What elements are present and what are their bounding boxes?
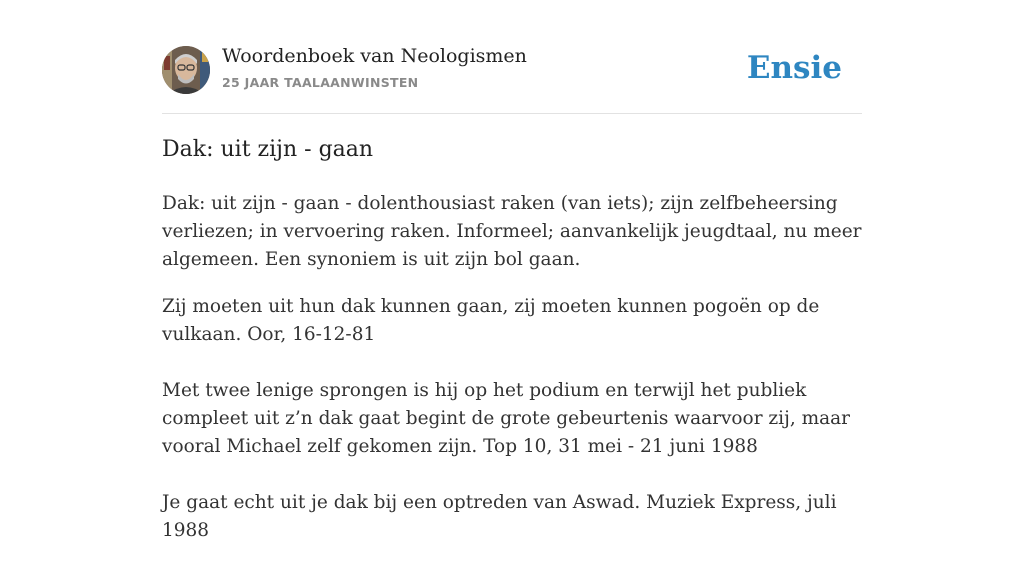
page bbox=[162, 0, 862, 541]
quote-1: Zij moeten uit hun dak kunnen gaan, zij moeten kunnen pogoën op de vulkaan. Oor, 16-12-81 bbox=[162, 296, 820, 345]
avatar[interactable] bbox=[162, 46, 210, 94]
entry-body bbox=[162, 190, 862, 573]
header bbox=[162, 0, 862, 114]
author-portrait-icon bbox=[162, 46, 210, 94]
quote-2: Met twee lenige sprongen is hij op het podium en terwijl het publiek compleet uit z’n dak gaat begint de grote gebeurtenis waarvoor zij, maar vooral Michael zelf gekomen zijn. Top 10, 31 mei - 21 juni 1988 bbox=[162, 380, 851, 457]
dictionary-title[interactable]: Woordenboek van Neologismen bbox=[222, 45, 527, 67]
dictionary-subtitle: 25 JAAR TAALAANWINSTEN bbox=[222, 75, 419, 90]
entry-definition: Dak: uit zijn - gaan - dolenthousiast raken (van iets); zijn zelfbeheersing verliezen; in vervoering raken. Informeel; aanvankelijk jeugdtaal, nu meer algemeen. Een synoniem is uit zijn bol gaan. bbox=[162, 193, 862, 270]
ensie-logo-link[interactable]: Ensie bbox=[746, 50, 842, 86]
quote-3: Je gaat echt uit je dak bij een optreden van Aswad. Muziek Express, juli 1988 bbox=[162, 492, 837, 541]
entry-title: Dak: uit zijn - gaan bbox=[162, 137, 374, 162]
